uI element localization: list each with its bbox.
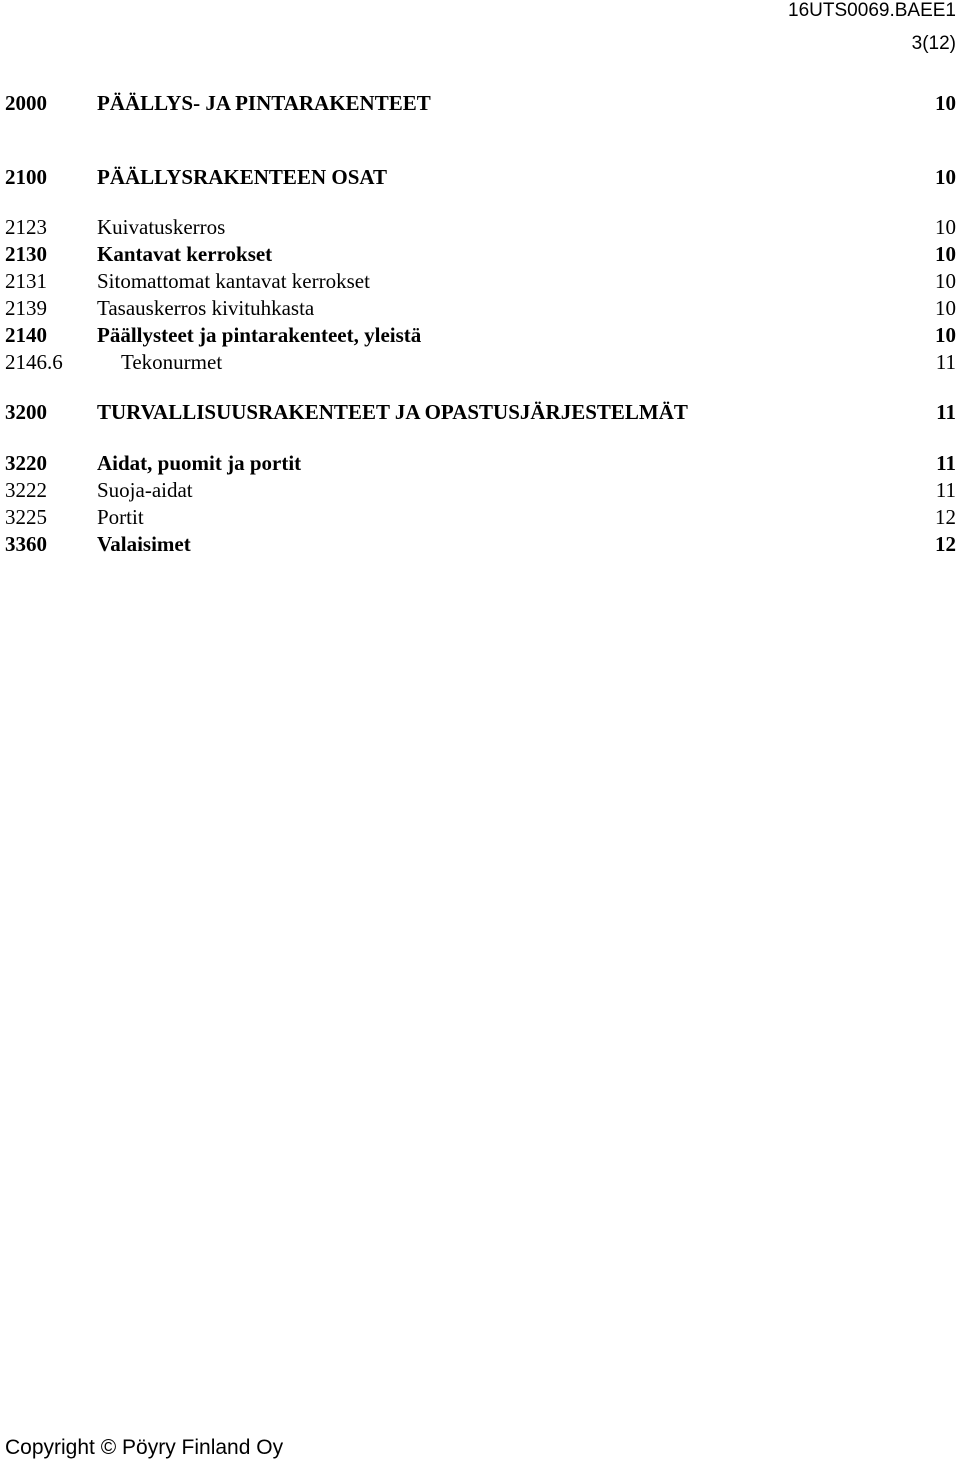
toc-entry-page: 10 [935,215,956,239]
toc-entry-title: TURVALLISUUSRAKENTEET JA OPASTUSJÄRJESTELMÄT [97,400,688,424]
toc-entry-title: Tekonurmet [121,350,223,374]
toc-entry-number: 2100 [5,165,47,189]
toc-entry-page: 10 [935,323,956,347]
toc-entry-title: Sitomattomat kantavat kerrokset [97,269,370,293]
toc-entry [5,241,956,267]
toc-entry-title: Portit [97,505,144,529]
toc-entry-title: PÄÄLLYSRAKENTEEN OSAT [97,165,387,189]
toc-entry-number: 2130 [5,242,47,266]
toc-entry-number: 3222 [5,478,47,502]
toc-entry-number: 3225 [5,505,47,529]
toc-entry-page: 12 [935,532,956,556]
toc-entry-number: 2146.6 [5,350,63,374]
toc-entry [5,531,956,557]
toc-entry [5,164,956,190]
toc-entry-page: 10 [935,91,956,115]
document-code: 16UTS0069.BAEE1 [788,0,956,21]
toc-entry-number: 2131 [5,269,47,293]
toc-entry-title: Aidat, puomit ja portit [97,451,302,475]
toc-entry-number: 2000 [5,91,47,115]
toc-entry-page: 11 [935,350,956,374]
toc-entry-number: 3200 [5,400,47,424]
toc-entry-page: 10 [935,242,956,266]
toc-entry-title: Valaisimet [97,532,191,556]
toc-entry [5,349,956,375]
toc-entry-page: 10 [935,296,956,320]
toc-entry-number: 2123 [5,215,47,239]
toc-entry-page: 11 [936,451,956,475]
toc-entry [5,214,956,240]
toc-entry-number: 2139 [5,296,47,320]
toc-entry-title: Kantavat kerrokset [97,242,273,266]
toc-entry-page: 10 [935,165,956,189]
toc-entry [5,504,956,530]
toc-entry-title: Tasauskerros kivituhkasta [97,296,315,320]
toc-entry-title: Kuivatuskerros [97,215,226,239]
toc-entry [5,450,956,476]
toc-entry [5,399,956,425]
toc-entry-page: 12 [935,505,956,529]
toc-entry-number: 2140 [5,323,47,347]
copyright-footer: Copyright © Pöyry Finland Oy [5,1436,284,1459]
toc-entry [5,477,956,503]
toc-entry-page: 11 [935,478,956,502]
toc-entry [5,322,956,348]
toc-entry-title: Suoja-aidat [97,478,193,502]
toc-entry [5,295,956,321]
toc-entry-number: 3220 [5,451,47,475]
toc-entry-page: 11 [936,400,956,424]
toc-entry-page: 10 [935,269,956,293]
toc-entry [5,90,956,116]
page-number: 3(12) [911,33,956,54]
toc-entry-title: PÄÄLLYS- JA PINTARAKENTEET [97,91,431,115]
toc-entry [5,268,956,294]
toc-entry-number: 3360 [5,532,47,556]
toc-entry-title: Päällysteet ja pintarakenteet, yleistä [97,323,422,347]
